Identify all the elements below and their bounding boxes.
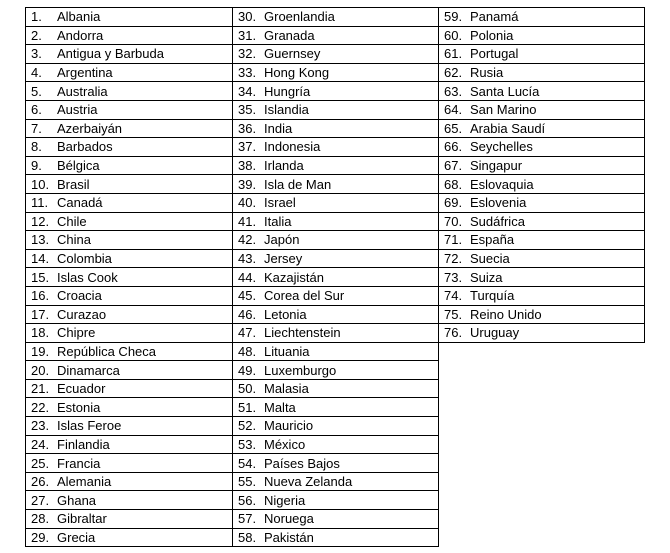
country-number: 7. xyxy=(31,120,42,136)
country-cell xyxy=(439,193,645,212)
country-cell xyxy=(439,100,645,119)
country-name: Lituania xyxy=(264,343,310,359)
country-number: 50. xyxy=(238,381,257,397)
table-row xyxy=(26,379,645,398)
table-row xyxy=(26,454,645,473)
country-cell xyxy=(26,45,233,64)
table-row xyxy=(26,231,645,250)
table-row xyxy=(26,342,645,361)
table-row xyxy=(26,119,645,138)
country-cell xyxy=(26,119,233,138)
country-cell xyxy=(26,361,233,380)
country-cell xyxy=(233,45,439,64)
country-cell xyxy=(233,528,439,547)
country-name: San Marino xyxy=(470,102,537,118)
country-name: Sudáfrica xyxy=(470,213,525,229)
country-number: 35. xyxy=(238,102,257,118)
country-number: 58. xyxy=(238,529,257,545)
country-name: Italia xyxy=(264,213,292,229)
country-name: Letonia xyxy=(264,306,307,322)
table-row xyxy=(26,26,645,45)
country-name: Groenlandia xyxy=(264,9,335,25)
country-name: Portugal xyxy=(470,46,519,62)
empty-cell xyxy=(439,398,645,417)
country-name: Noruega xyxy=(264,511,314,527)
country-name: Uruguay xyxy=(470,325,520,341)
country-number: 53. xyxy=(238,436,257,452)
empty-cell xyxy=(439,361,645,380)
country-cell xyxy=(439,268,645,287)
country-name: Andorra xyxy=(57,27,104,43)
country-cell xyxy=(26,138,233,157)
country-name: India xyxy=(264,120,293,136)
table-row xyxy=(26,156,645,175)
country-cell xyxy=(233,8,439,27)
country-number: 2. xyxy=(31,27,42,43)
country-cell xyxy=(26,305,233,324)
country-name: Alemania xyxy=(57,474,112,490)
country-cell xyxy=(26,454,233,473)
empty-cell xyxy=(439,379,645,398)
country-cell xyxy=(26,193,233,212)
country-name: Hong Kong xyxy=(264,65,330,81)
country-number: 29. xyxy=(31,529,50,545)
country-name: Malasia xyxy=(264,381,309,397)
country-number: 26. xyxy=(31,474,50,490)
country-name: Corea del Sur xyxy=(264,288,345,304)
country-number: 59. xyxy=(444,9,463,25)
country-cell xyxy=(439,286,645,305)
country-name: Luxemburgo xyxy=(264,362,337,378)
country-name: Chipre xyxy=(57,325,96,341)
country-name: Malta xyxy=(264,399,296,415)
country-cell xyxy=(233,138,439,157)
country-cell xyxy=(26,417,233,436)
country-number: 30. xyxy=(238,9,257,25)
country-name: Antigua y Barbuda xyxy=(57,46,164,62)
table-row xyxy=(26,268,645,287)
country-name: Hungría xyxy=(264,83,311,99)
country-table xyxy=(25,7,645,547)
country-name: Canadá xyxy=(57,195,103,211)
country-number: 39. xyxy=(238,176,257,192)
country-name: Irlanda xyxy=(264,158,304,174)
country-name: Isla de Man xyxy=(264,176,332,192)
country-number: 54. xyxy=(238,455,257,471)
country-cell xyxy=(233,324,439,343)
country-cell xyxy=(233,249,439,268)
country-name: China xyxy=(57,232,91,248)
country-cell xyxy=(26,249,233,268)
country-name: Polonia xyxy=(470,27,514,43)
country-number: 33. xyxy=(238,65,257,81)
country-number: 11. xyxy=(31,195,49,211)
country-cell xyxy=(26,398,233,417)
country-name: Indonesia xyxy=(264,139,321,155)
country-cell xyxy=(26,8,233,27)
country-cell xyxy=(233,361,439,380)
country-number: 8. xyxy=(31,139,42,155)
country-number: 12. xyxy=(31,213,50,229)
empty-cell xyxy=(439,342,645,361)
country-number: 24. xyxy=(31,436,50,452)
country-name: República Checa xyxy=(57,343,157,359)
country-name: Islas Feroe xyxy=(57,418,122,434)
country-cell xyxy=(233,119,439,138)
country-cell xyxy=(26,342,233,361)
country-number: 63. xyxy=(444,83,463,99)
empty-cell xyxy=(439,417,645,436)
country-cell xyxy=(233,193,439,212)
country-name: Estonia xyxy=(57,399,101,415)
country-number: 16. xyxy=(31,288,50,304)
country-name: Islandia xyxy=(264,102,309,118)
table-row xyxy=(26,417,645,436)
country-cell xyxy=(439,26,645,45)
table-row xyxy=(26,175,645,194)
country-cell xyxy=(26,491,233,510)
country-name: Países Bajos xyxy=(264,455,340,471)
country-number: 56. xyxy=(238,492,257,508)
country-number: 38. xyxy=(238,158,257,174)
table-row xyxy=(26,472,645,491)
country-cell xyxy=(439,156,645,175)
country-cell xyxy=(26,528,233,547)
country-number: 32. xyxy=(238,46,257,62)
country-number: 14. xyxy=(31,251,50,267)
table-row xyxy=(26,435,645,454)
country-cell xyxy=(26,379,233,398)
empty-cell xyxy=(439,472,645,491)
table-row xyxy=(26,398,645,417)
country-number: 20. xyxy=(31,362,50,378)
country-name: Santa Lucía xyxy=(470,83,540,99)
country-number: 1. xyxy=(31,9,42,25)
country-number: 73. xyxy=(444,269,463,285)
country-cell xyxy=(439,82,645,101)
country-name: Eslovaquia xyxy=(470,176,534,192)
country-number: 23. xyxy=(31,418,50,434)
country-name: Israel xyxy=(264,195,296,211)
table-row xyxy=(26,82,645,101)
empty-cell xyxy=(439,491,645,510)
country-cell xyxy=(439,138,645,157)
country-name: Nigeria xyxy=(264,492,306,508)
country-name: Eslovenia xyxy=(470,195,527,211)
country-cell xyxy=(439,231,645,250)
country-name: Turquía xyxy=(470,288,515,304)
country-name: Arabia Saudí xyxy=(470,120,546,136)
country-cell xyxy=(26,26,233,45)
country-name: Australia xyxy=(57,83,108,99)
country-number: 64. xyxy=(444,102,463,118)
country-name: Suiza xyxy=(470,269,503,285)
country-number: 71. xyxy=(444,232,463,248)
country-number: 49. xyxy=(238,362,257,378)
country-cell xyxy=(233,63,439,82)
country-cell xyxy=(26,100,233,119)
country-name: Rusia xyxy=(470,65,504,81)
country-cell xyxy=(439,212,645,231)
country-cell xyxy=(233,26,439,45)
country-number: 28. xyxy=(31,511,50,527)
country-cell xyxy=(439,119,645,138)
country-number: 61. xyxy=(444,46,463,62)
country-number: 46. xyxy=(238,306,257,322)
country-cell xyxy=(233,454,439,473)
country-cell xyxy=(26,286,233,305)
table-row xyxy=(26,138,645,157)
country-cell xyxy=(439,45,645,64)
country-number: 13. xyxy=(31,232,50,248)
table-row xyxy=(26,249,645,268)
country-name: Kazajistán xyxy=(264,269,324,285)
country-number: 42. xyxy=(238,232,257,248)
country-number: 62. xyxy=(444,65,463,81)
country-name: Francia xyxy=(57,455,101,471)
table-row xyxy=(26,324,645,343)
empty-cell xyxy=(439,528,645,547)
country-name: Reino Unido xyxy=(470,306,542,322)
country-cell xyxy=(26,472,233,491)
country-name: Croacia xyxy=(57,288,102,304)
country-cell xyxy=(439,324,645,343)
country-number: 52. xyxy=(238,418,257,434)
country-list xyxy=(25,7,645,547)
country-number: 21. xyxy=(31,381,50,397)
country-number: 5. xyxy=(31,83,42,99)
country-cell xyxy=(439,249,645,268)
table-row xyxy=(26,510,645,529)
country-number: 51. xyxy=(238,399,257,415)
country-name: Mauricio xyxy=(264,418,314,434)
country-name: Islas Cook xyxy=(57,269,118,285)
country-name: Ecuador xyxy=(57,381,106,397)
country-cell xyxy=(233,305,439,324)
country-cell xyxy=(233,510,439,529)
country-number: 40. xyxy=(238,195,257,211)
country-number: 25. xyxy=(31,455,50,471)
country-name: Chile xyxy=(57,213,87,229)
table-row xyxy=(26,45,645,64)
country-cell xyxy=(233,212,439,231)
country-name: Bélgica xyxy=(57,158,100,174)
country-name: Japón xyxy=(264,232,300,248)
country-name: Curazao xyxy=(57,306,107,322)
country-cell xyxy=(26,231,233,250)
country-number: 47. xyxy=(238,325,257,341)
country-number: 41. xyxy=(238,213,257,229)
country-cell xyxy=(26,268,233,287)
country-name: Pakistán xyxy=(264,529,314,545)
country-name: Argentina xyxy=(57,65,113,81)
country-name: Jersey xyxy=(264,251,303,267)
country-number: 70. xyxy=(444,213,463,229)
country-name: España xyxy=(470,232,515,248)
country-cell xyxy=(439,175,645,194)
country-number: 44. xyxy=(238,269,257,285)
country-cell xyxy=(233,286,439,305)
country-cell xyxy=(233,175,439,194)
table-row xyxy=(26,305,645,324)
country-name: Azerbaiyán xyxy=(57,120,123,136)
country-number: 57. xyxy=(238,511,257,527)
country-number: 31. xyxy=(238,27,257,43)
country-cell xyxy=(233,398,439,417)
country-number: 66. xyxy=(444,139,463,155)
country-cell xyxy=(439,63,645,82)
country-number: 6. xyxy=(31,102,42,118)
country-number: 48. xyxy=(238,343,257,359)
country-cell xyxy=(26,324,233,343)
country-number: 18. xyxy=(31,325,50,341)
country-number: 65. xyxy=(444,120,463,136)
country-cell xyxy=(26,212,233,231)
country-cell xyxy=(26,175,233,194)
country-number: 60. xyxy=(444,27,463,43)
table-row xyxy=(26,100,645,119)
country-cell xyxy=(233,268,439,287)
country-number: 76. xyxy=(444,325,463,341)
country-number: 4. xyxy=(31,65,42,81)
country-cell xyxy=(233,379,439,398)
table-row xyxy=(26,361,645,380)
country-name: Liechtenstein xyxy=(264,325,341,341)
country-number: 43. xyxy=(238,251,257,267)
country-name: Colombia xyxy=(57,251,112,267)
country-name: Dinamarca xyxy=(57,362,120,378)
country-number: 22. xyxy=(31,399,50,415)
country-cell xyxy=(26,82,233,101)
country-number: 15. xyxy=(31,269,50,285)
country-name: Finlandia xyxy=(57,436,110,452)
country-name: Grecia xyxy=(57,529,96,545)
country-name: Suecia xyxy=(470,251,510,267)
country-name: Brasil xyxy=(57,176,90,192)
country-name: Nueva Zelanda xyxy=(264,474,353,490)
country-cell xyxy=(233,417,439,436)
table-row xyxy=(26,193,645,212)
country-name: Albania xyxy=(57,9,101,25)
country-number: 3. xyxy=(31,46,42,62)
empty-cell xyxy=(439,510,645,529)
country-number: 74. xyxy=(444,288,463,304)
country-number: 55. xyxy=(238,474,257,490)
country-cell xyxy=(233,435,439,454)
country-name: Panamá xyxy=(470,9,519,25)
country-cell xyxy=(233,231,439,250)
country-name: Singapur xyxy=(470,158,523,174)
country-number: 68. xyxy=(444,176,463,192)
country-number: 36. xyxy=(238,120,257,136)
table-row xyxy=(26,212,645,231)
country-number: 17. xyxy=(31,306,50,322)
country-number: 67. xyxy=(444,158,463,174)
country-cell xyxy=(439,305,645,324)
country-name: Barbados xyxy=(57,139,113,155)
country-cell xyxy=(26,156,233,175)
country-name: Granada xyxy=(264,27,315,43)
country-cell xyxy=(233,156,439,175)
country-cell xyxy=(233,82,439,101)
country-number: 10. xyxy=(31,176,50,192)
country-name: Gibraltar xyxy=(57,511,107,527)
country-number: 34. xyxy=(238,83,257,99)
country-number: 69. xyxy=(444,195,463,211)
table-row xyxy=(26,286,645,305)
country-cell xyxy=(233,342,439,361)
table-row xyxy=(26,528,645,547)
country-number: 37. xyxy=(238,139,257,155)
country-number: 9. xyxy=(31,158,42,174)
empty-cell xyxy=(439,435,645,454)
country-number: 75. xyxy=(444,306,463,322)
country-number: 45. xyxy=(238,288,257,304)
country-name: Ghana xyxy=(57,492,97,508)
country-cell xyxy=(439,8,645,27)
country-number: 72. xyxy=(444,251,463,267)
country-name: Guernsey xyxy=(264,46,321,62)
table-row xyxy=(26,491,645,510)
country-cell xyxy=(26,510,233,529)
country-cell xyxy=(233,100,439,119)
table-row xyxy=(26,8,645,27)
country-number: 19. xyxy=(31,343,50,359)
country-name: Austria xyxy=(57,102,98,118)
country-number: 27. xyxy=(31,492,50,508)
table-row xyxy=(26,63,645,82)
country-name: Seychelles xyxy=(470,139,533,155)
country-cell xyxy=(233,491,439,510)
country-cell xyxy=(26,435,233,454)
empty-cell xyxy=(439,454,645,473)
country-cell xyxy=(26,63,233,82)
country-name: México xyxy=(264,436,306,452)
country-cell xyxy=(233,472,439,491)
